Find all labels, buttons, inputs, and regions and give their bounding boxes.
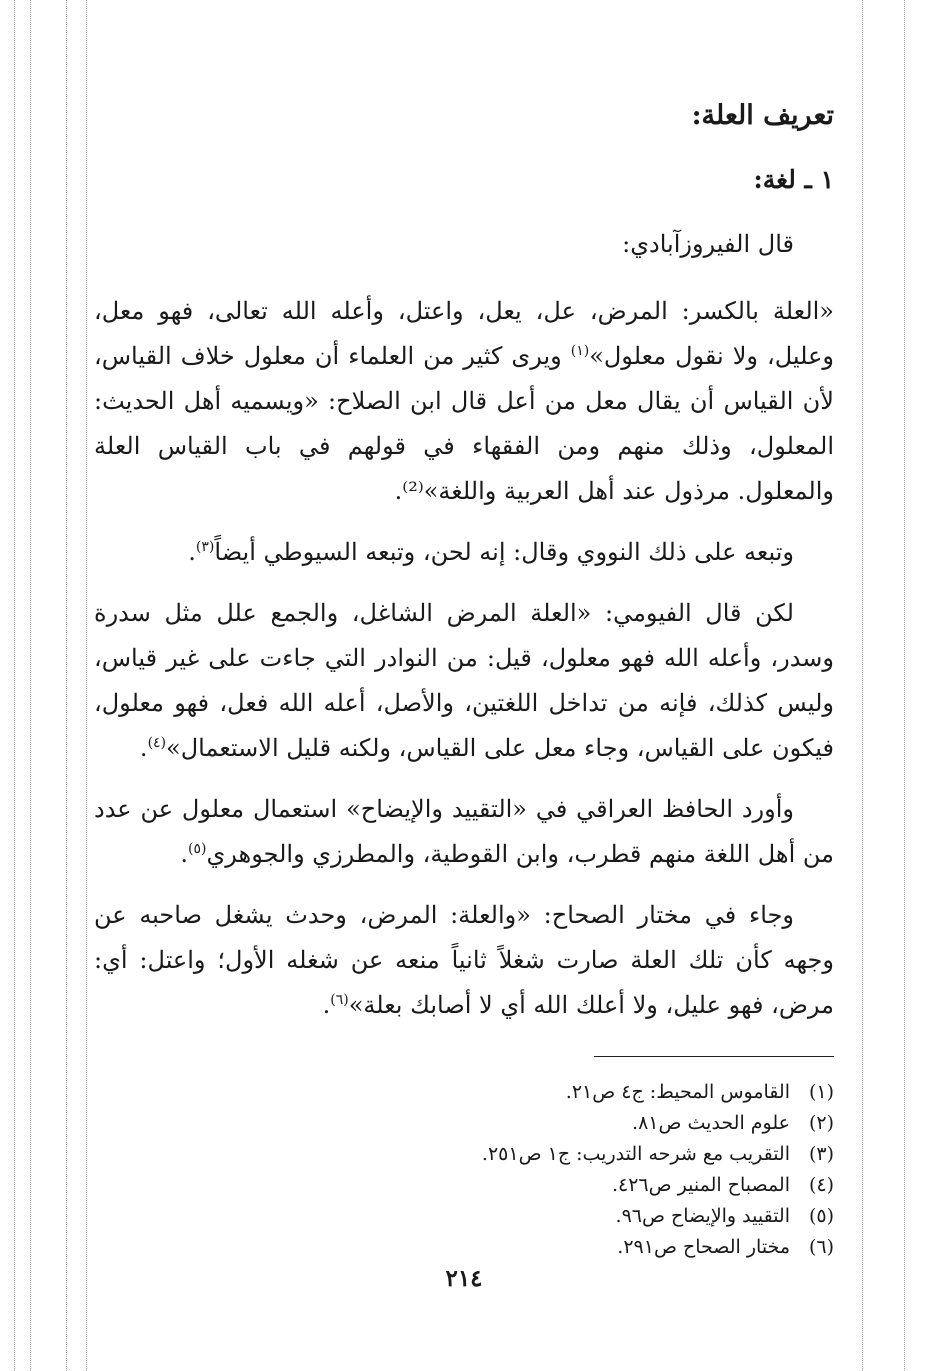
footnote-ref-1[interactable]: (١) (570, 343, 590, 359)
margin-guide-line (66, 0, 67, 1371)
footnote-ref-4[interactable]: (٤) (147, 735, 167, 751)
footnote-item: (١)القاموس المحيط: ج٤ ص٢١. (565, 1081, 834, 1103)
margin-guide-line (86, 0, 87, 1371)
footnotes-list (94, 1077, 834, 1263)
margin-guide-line (14, 0, 15, 1371)
section-heading: تعريف العلة: (691, 100, 834, 131)
paragraph-iraqi: وأورد الحافظ العراقي في «التقييد والإيضاح» استعمال معلول عن عدد من أهل اللغة منهم قطرب، وابن القوطية، والمطرزي والجوهري$^{(٥)}$. (94, 795, 834, 868)
paragraph-quote-firuzabadi: «العلة بالكسر: المرض، عل، يعل، واعتل، وأعله الله تعالى، فهو معل، وعليل، ولا نقول معلول»$^{(١)}$ ويرى كثير من العلماء أن معلول خلاف القياس، لأن القياس أن يقال معل من أعل قال ابن الصلاح: «ويسميه أهل الحديث: المعلول، وذلك منهم ومن الفقهاء في قولهم في باب القياس العلة والمعلول. مرذول عند أهل العربية واللغة»⁽²⁾. (94, 297, 834, 505)
page-number: ٢١٤ (445, 1265, 483, 1292)
footnote-item: (٦)مختار الصحاح ص٢٩١. (617, 1236, 834, 1258)
margin-guide-line (30, 0, 31, 1371)
book-page (94, 92, 834, 1292)
footnote-divider (594, 1056, 834, 1057)
footnote-ref-6[interactable]: (٦) (330, 992, 349, 1008)
footnote-ref-3[interactable]: (٣) (195, 539, 215, 555)
paragraph-intro: قال الفيروزآبادي: (622, 230, 794, 258)
footnote-item: (٣)التقريب مع شرحه التدريب: ج١ ص٢٥١. (481, 1143, 834, 1165)
subsection-heading: ١ ـ لغة: (753, 165, 834, 194)
margin-guide-line (862, 0, 863, 1371)
footnote-item: (٢)علوم الحديث ص٨١. (632, 1112, 834, 1134)
paragraph-sihah: وجاء في مختار الصحاح: «والعلة: المرض، وحدث يشغل صاحبه عن وجهه كأن تلك العلة صارت شغلاً ثانياً منعه عن شغله الأول؛ واعتل: أي: مرض، فهو عليل، ولا أعلك الله أي لا أصابك بعلة»$^{(٦)}$. (94, 901, 834, 1019)
paragraph-fayyumi: لكن قال الفيومي: «العلة المرض الشاغل، والجمع علل مثل سدرة وسدر، وأعله الله فهو معلول، قيل: من النوادر التي جاءت على غير قياس، وليس كذلك، فإنه من تداخل اللغتين، والأصل، أعله الله فعل، فهو معلول، فيكون على القياس، وجاء معل على القياس، ولكنه قليل الاستعمال»$^{(٤)}$. (94, 599, 834, 762)
footnote-item: (٥)التقييد والإيضاح ص٩٦. (615, 1205, 834, 1227)
footnote-ref-5[interactable]: (٥) (188, 841, 207, 857)
margin-guide-line (904, 0, 905, 1371)
paragraph-nawawi: وتبعه على ذلك النووي وقال: إنه لحن، وتبعه السيوطي أيضاً$^{(٣)}$. (188, 538, 794, 566)
footnote-item: (٤)المصباح المنير ص٤٢٦. (611, 1174, 834, 1196)
